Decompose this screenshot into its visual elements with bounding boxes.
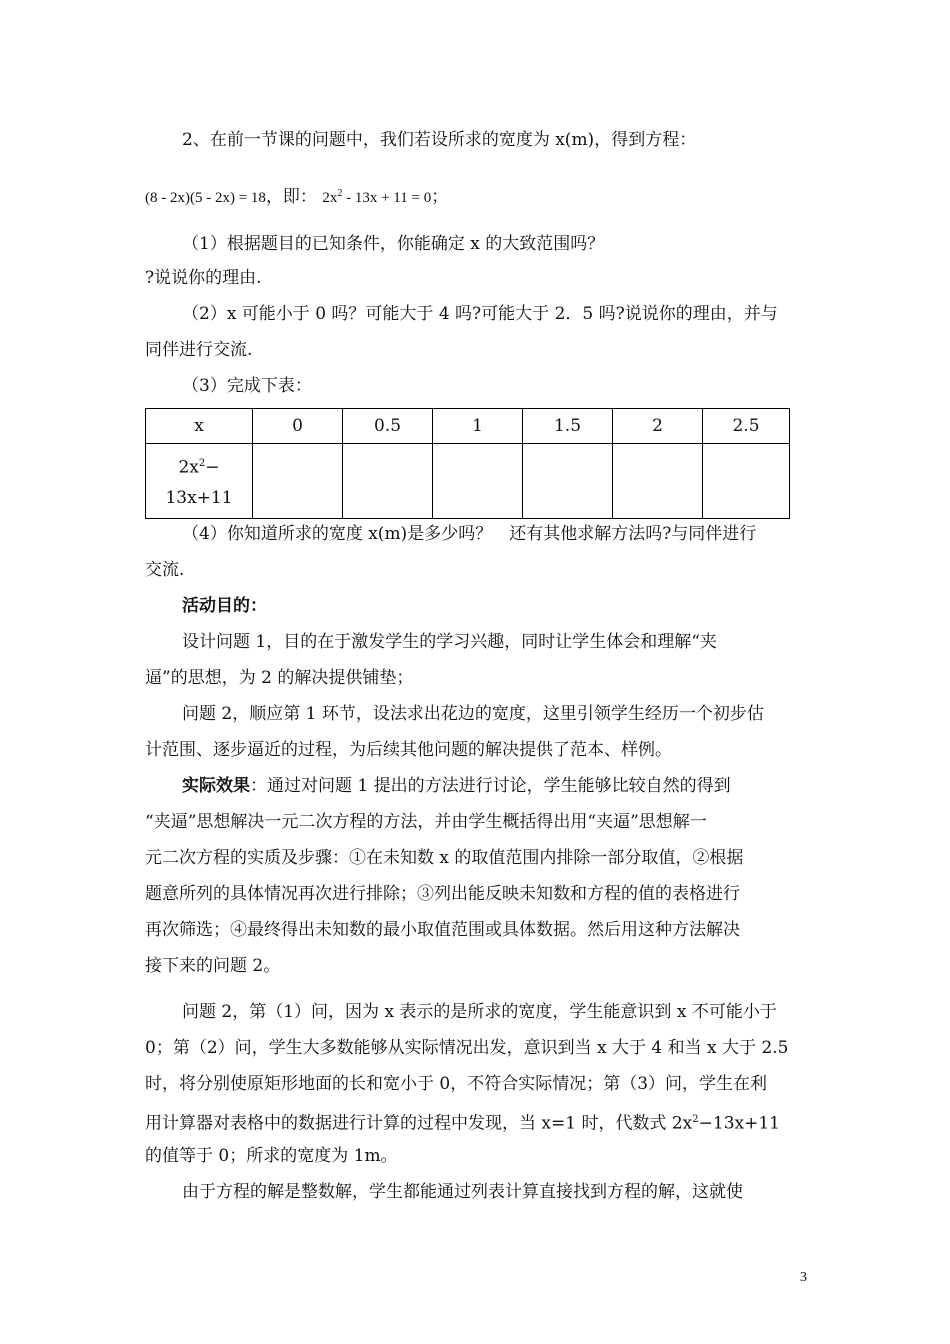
effect-para-line5: 再次筛选；④最终得出未知数的最小取值范围或具体数据。然后用这种方法解决 [145,920,740,940]
equation-connector: ，即： [265,187,317,207]
table-row-label: $2x^2-$ 13x+11 [146,444,253,519]
table-cell: x [146,409,253,444]
closing-para-line1: 由于方程的解是整数解，学生都能通过列表计算直接找到方程的解，这就使 [182,1182,743,1202]
goal-para2-line1: 问题 2，顺应第 1 环节，设法求出花边的宽度，这里引领学生经历一个初步估 [182,704,764,724]
effect-para-line2: “夹逼”思想解决一元二次方程的方法，并由学生概括得出用“夹逼”思想解一 [145,812,707,832]
equation-standard-form: $2x^2 - 13x + 11 = 0$ [322,188,432,206]
question-4-line1: （4）你知道所求的宽度 x(m)是多少吗？ 还有其他求解方法吗?与同伴进行 [182,524,757,544]
table-cell: 1.5 [523,409,613,444]
effect-para-line3: 元二次方程的实质及步骤：①在未知数 x 的取值范围内排除一部分取值，②根据 [145,848,744,868]
page-number: 3 [800,1270,807,1285]
equation-line [145,182,448,210]
analysis-para-line5: 的值等于 0；所求的宽度为 1m。 [145,1146,398,1166]
equation-end: ； [431,187,449,207]
analysis-para-line2: 0；第（2）问，学生大多数能够从实际情况出发，意识到当 x 大于 4 和当 x 大于 2.5 [145,1038,789,1058]
problem-2-intro: 2、在前一节课的问题中，我们若设所求的宽度为 x(m)，得到方程： [182,130,697,150]
question-1-followup: ?说说你的理由. [145,268,262,288]
table-header-row [146,409,790,444]
value-table [145,408,790,519]
effect-para-line6: 接下来的问题 2。 [145,956,281,976]
question-4-line2: 交流. [145,560,185,580]
table-cell: 2.5 [703,409,790,444]
effect-heading: 实际效果 [182,776,250,796]
table-cell: 0 [253,409,343,444]
effect-para-line1: 实际效果：通过对问题 1 提出的方法进行讨论，学生能够比较自然的得到 [182,776,731,796]
question-3: （3）完成下表： [182,376,312,396]
table-empty-cell [433,444,523,519]
table-empty-cell [253,444,343,519]
analysis-para-line4: 用计算器对表格中的数据进行计算的过程中发现，当 x=1 时，代数式 $2x^2-13x+11$ [145,1113,780,1134]
goal-para1-line1: 设计问题 1，目的在于激发学生的学习兴趣，同时让学生体会和理解“夹 [182,632,717,652]
question-2-line2: 同伴进行交流. [145,340,253,360]
question-1: （1）根据题目的已知条件，你能确定 x 的大致范围吗？ [182,234,605,254]
table-empty-cell [523,444,613,519]
goal-para2-line2: 计范围、逐步逼近的过程，为后续其他问题的解决提供了范本、样例。 [145,740,672,760]
analysis-para-line1: 问题 2，第（1）问，因为 x 表示的是所求的宽度，学生能意识到 x 不可能小于 [182,1002,777,1022]
table-cell: 2 [613,409,703,444]
table-empty-cell [703,444,790,519]
question-2-line1: （2）x 可能小于 0 吗？可能大于 4 吗?可能大于 2．5 吗?说说你的理由，并与 [182,304,778,324]
table-cell: 1 [433,409,523,444]
equation-original: (8 - 2x)(5 - 2x) = 18 [145,190,266,206]
table-cell: 0.5 [343,409,433,444]
table-empty-cell [613,444,703,519]
analysis-para-line3: 时，将分别使原矩形地面的长和宽小于 0，不符合实际情况；第（3）问，学生在利 [145,1074,768,1094]
table-empty-cell [343,444,433,519]
table-value-row [146,444,790,519]
effect-para-line4: 题意所列的具体情况再次进行排除；③列出能反映未知数和方程的值的表格进行 [145,884,740,904]
activity-goal-heading: 活动目的： [182,596,267,616]
goal-para1-line2: 逼”的思想，为 2 的解决提供铺垫； [145,668,414,688]
